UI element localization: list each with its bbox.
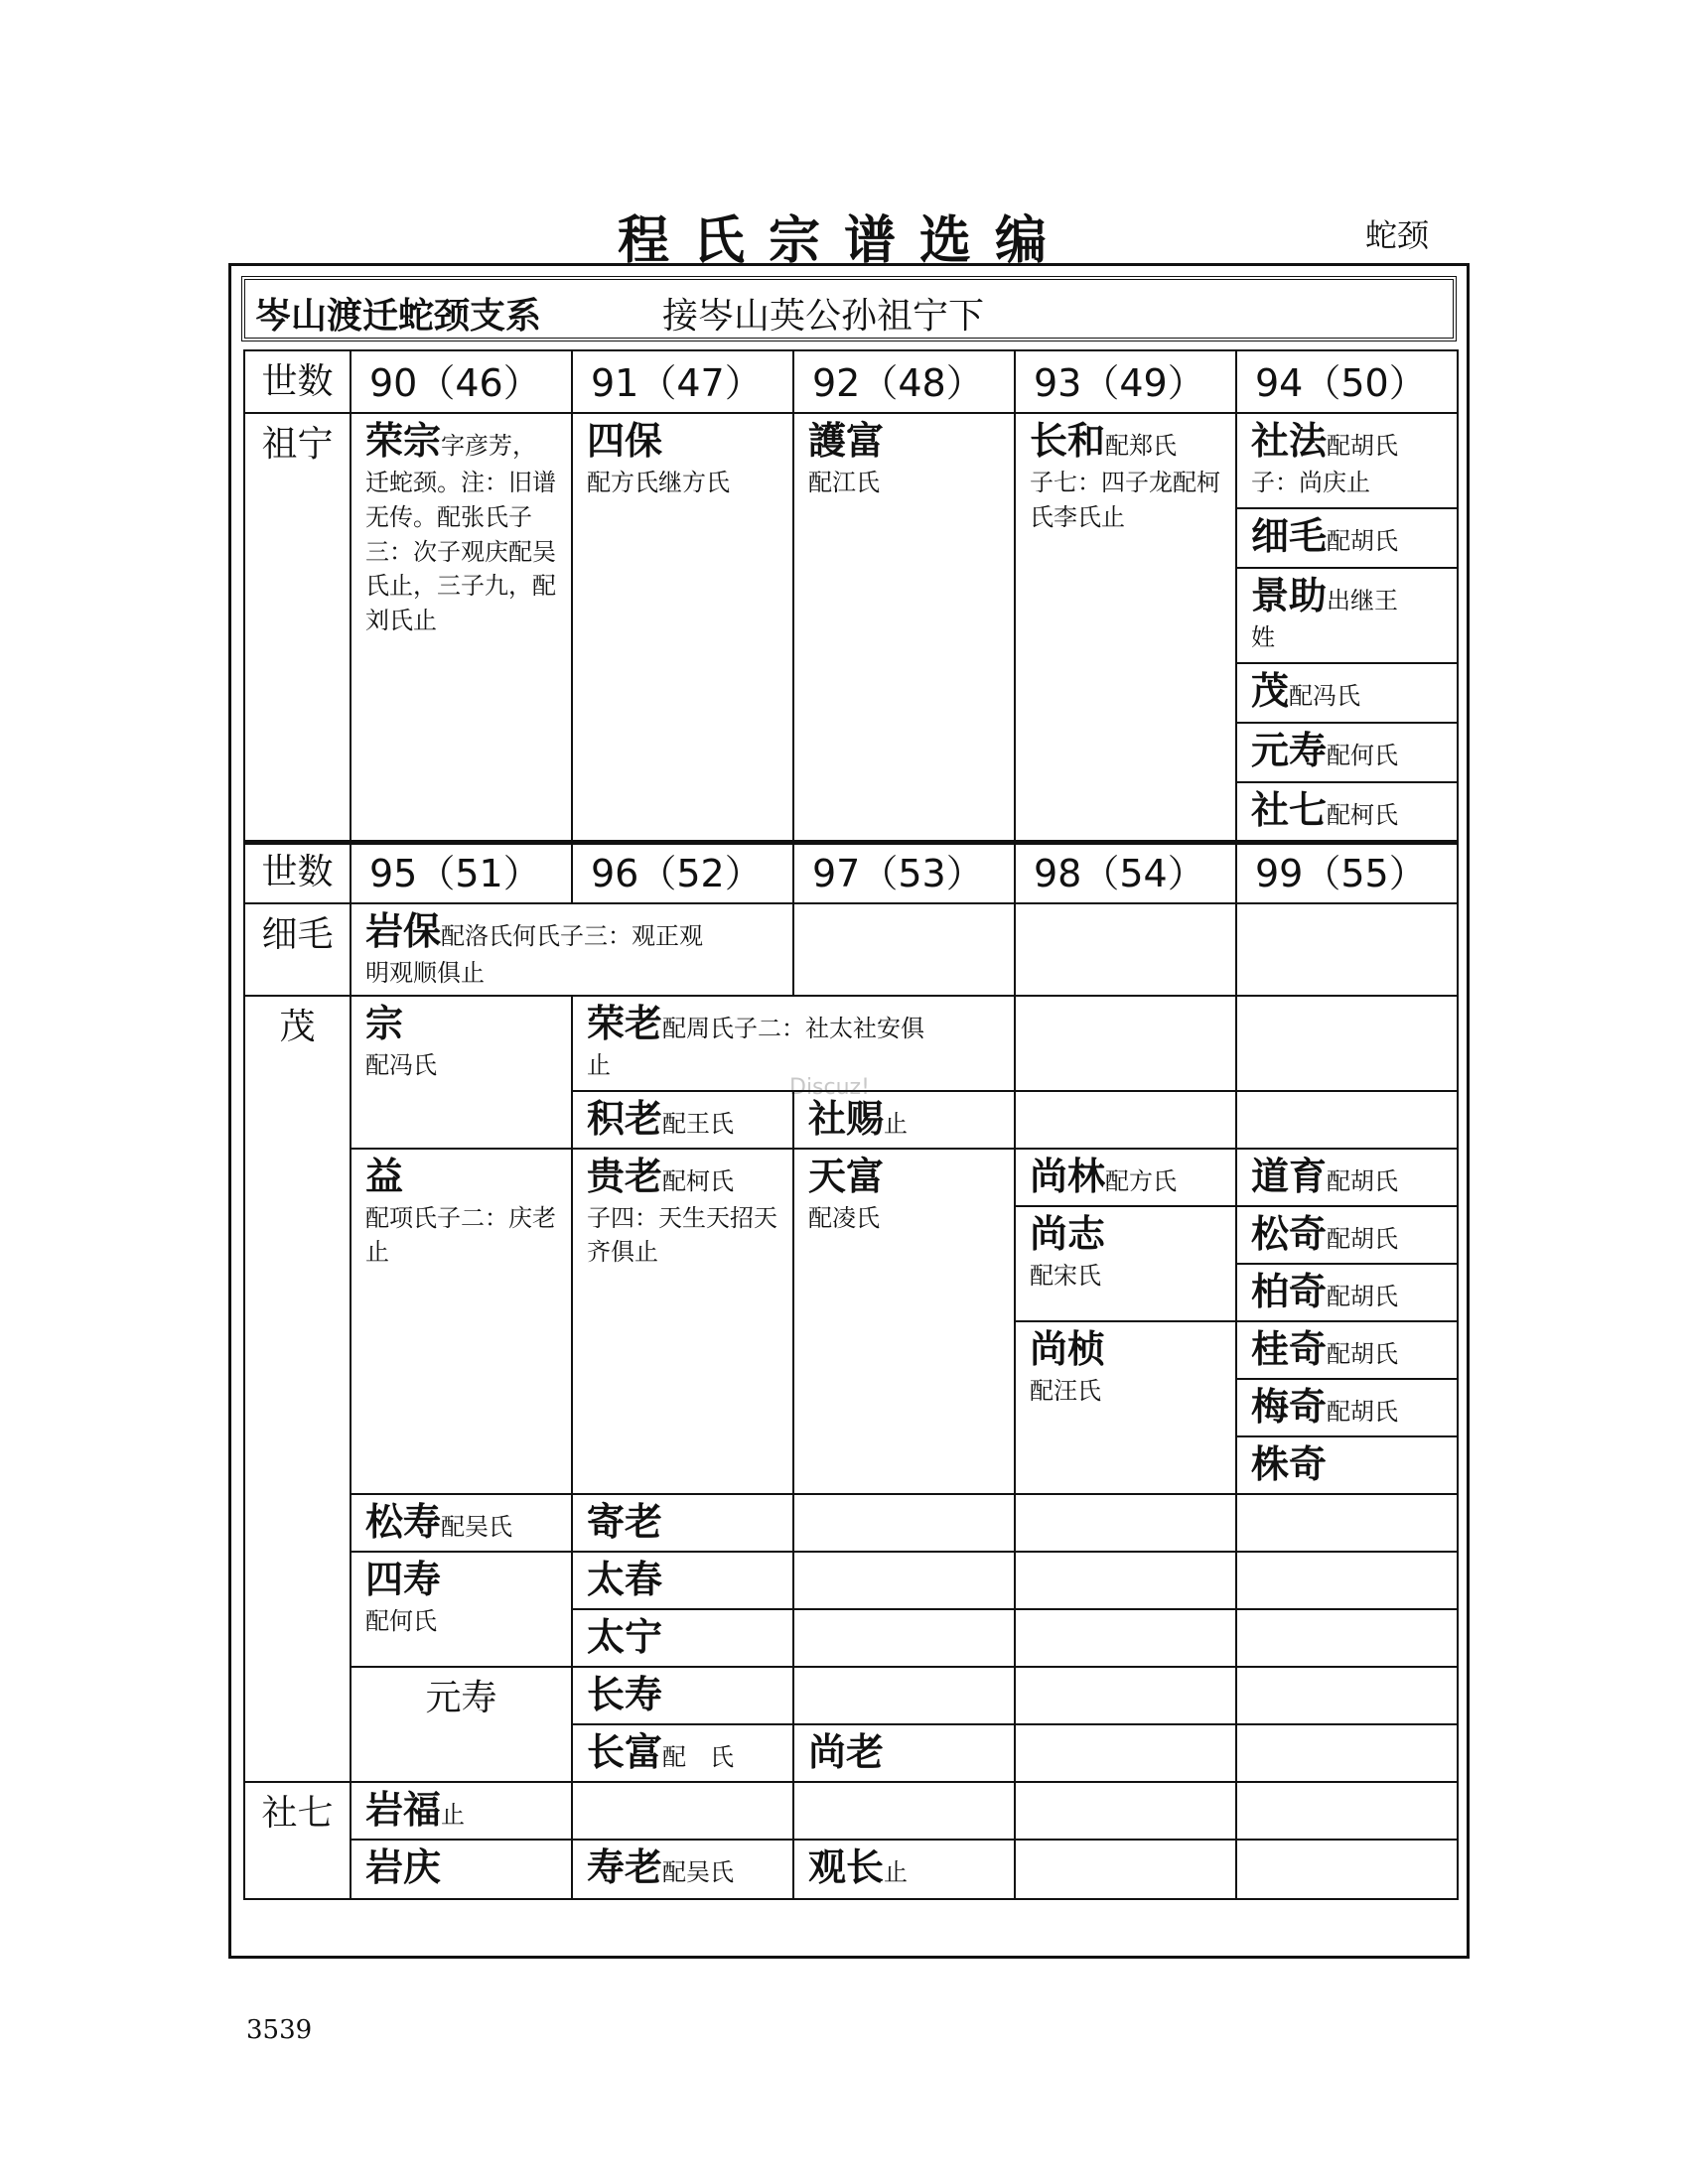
empty-cell xyxy=(1015,996,1236,1091)
empty-cell xyxy=(793,1552,1015,1609)
person-note: 止 xyxy=(441,1800,466,1829)
person-cell xyxy=(1015,1149,1236,1206)
person-name: 长寿 xyxy=(587,1672,663,1716)
person-cell xyxy=(1015,1206,1236,1321)
person-name: 寿老 xyxy=(587,1844,663,1889)
generation-header: 96（52） xyxy=(572,841,793,903)
person-name: 太宁 xyxy=(587,1614,663,1659)
generation-header: 92（48） xyxy=(793,350,1015,413)
person-desc: 配汪氏 xyxy=(1030,1376,1101,1405)
empty-cell xyxy=(1236,1552,1458,1609)
ancestor-name: 祖宁 xyxy=(261,424,334,466)
person-cell xyxy=(1236,413,1458,508)
person-name: 元寿 xyxy=(1251,729,1328,773)
person-name: 宗 xyxy=(365,1001,404,1045)
empty-cell xyxy=(1236,1724,1458,1782)
person-desc: 配何氏 xyxy=(365,1606,437,1635)
empty-cell xyxy=(1236,1609,1458,1667)
person-desc: 止 xyxy=(587,1050,611,1079)
empty-cell xyxy=(1015,1609,1236,1667)
person-name: 荣宗 xyxy=(365,419,442,464)
person-cell xyxy=(351,1840,572,1899)
generation-header: 91（47） xyxy=(572,350,793,413)
person-name: 護富 xyxy=(808,419,885,464)
person-name: 尚林 xyxy=(1030,1154,1106,1198)
generation-label: 世数 xyxy=(244,350,351,413)
person-name: 荣老 xyxy=(587,1001,663,1045)
person-name: 松奇 xyxy=(1251,1211,1328,1256)
person-name: 长富 xyxy=(587,1729,663,1774)
person-name: 观长 xyxy=(808,1844,885,1889)
person-cell xyxy=(351,1494,572,1552)
parent-cell xyxy=(244,1782,351,1899)
person-name: 岩保 xyxy=(365,909,442,954)
person-name: 柏奇 xyxy=(1251,1269,1328,1313)
person-note: 配洛氏何氏子三：观正观 xyxy=(441,922,704,951)
empty-cell xyxy=(1236,1782,1458,1840)
generation-label: 世数 xyxy=(244,841,351,903)
person-name: 岩福 xyxy=(365,1787,442,1832)
person-note: 配周氏子二：社太社安俱 xyxy=(662,1014,925,1042)
person-name: 天富 xyxy=(808,1154,885,1198)
person-cell xyxy=(572,1494,793,1552)
person-cell xyxy=(1236,508,1458,568)
person-name: 积老 xyxy=(587,1096,663,1141)
person-note: 配柯氏 xyxy=(1327,801,1399,830)
person-desc: 子：尚庆止 xyxy=(1251,469,1370,497)
person-note: 配方氏 xyxy=(1105,1166,1178,1195)
empty-cell xyxy=(1236,903,1458,995)
person-name: 寄老 xyxy=(587,1499,663,1544)
person-cell xyxy=(1236,782,1458,843)
page-title: 程氏宗谱选编 xyxy=(617,210,1070,271)
generation-table-2 xyxy=(243,840,1459,1900)
person-cell xyxy=(351,903,793,995)
empty-cell xyxy=(1236,1091,1458,1149)
generation-header: 99（55） xyxy=(1236,841,1458,903)
person-cell xyxy=(572,1667,793,1724)
person-cell xyxy=(1236,1149,1458,1206)
person-desc: 配凌氏 xyxy=(808,1203,880,1232)
parent-cell xyxy=(351,1667,572,1782)
person-desc: 配项氏子二：庆老止 xyxy=(365,1203,556,1267)
person-desc: 配江氏 xyxy=(808,469,880,497)
person-cell xyxy=(572,1724,793,1782)
person-note: 配郑氏 xyxy=(1105,432,1178,461)
parent-cell xyxy=(244,996,351,1782)
branch-label: 蛇颈 xyxy=(1365,216,1430,254)
person-cell xyxy=(1015,413,1236,843)
person-desc: 子四：天生天招天齐俱止 xyxy=(587,1203,777,1267)
empty-cell xyxy=(1015,1667,1236,1724)
person-cell xyxy=(351,1782,572,1840)
person-name: 太春 xyxy=(587,1557,663,1601)
branch-header xyxy=(241,276,1457,341)
person-cell xyxy=(1236,723,1458,782)
person-cell xyxy=(793,1724,1015,1782)
person-note: 配胡氏 xyxy=(1327,1166,1399,1195)
empty-cell xyxy=(1015,1782,1236,1840)
empty-cell xyxy=(1236,1667,1458,1724)
person-name: 社赐 xyxy=(808,1096,885,1141)
generation-header: 94（50） xyxy=(1236,350,1458,413)
person-note: 配胡氏 xyxy=(1327,1282,1399,1310)
empty-cell xyxy=(1015,1724,1236,1782)
person-cell xyxy=(351,413,572,843)
generation-header: 93（49） xyxy=(1015,350,1236,413)
branch-origin: 接岑山英公孙祖宁下 xyxy=(662,296,985,337)
person-name: 尚桢 xyxy=(1030,1326,1106,1371)
person-cell xyxy=(572,1552,793,1609)
person-name: 尚志 xyxy=(1030,1211,1106,1256)
person-desc: 姓 xyxy=(1251,623,1275,652)
person-name: 松寿 xyxy=(365,1499,442,1544)
parent-cell xyxy=(244,903,351,995)
ancestor-cell xyxy=(244,413,351,843)
person-note: 配柯氏 xyxy=(662,1166,735,1195)
person-name: 株奇 xyxy=(1251,1441,1328,1486)
empty-cell xyxy=(1236,1840,1458,1899)
person-cell xyxy=(1236,1206,1458,1264)
person-cell xyxy=(351,996,572,1149)
person-cell xyxy=(1236,1436,1458,1494)
empty-cell xyxy=(1236,1494,1458,1552)
generation-header: 97（53） xyxy=(793,841,1015,903)
person-desc: 配宋氏 xyxy=(1030,1261,1101,1290)
person-name: 桂奇 xyxy=(1251,1326,1328,1371)
person-name: 细毛 xyxy=(1251,514,1328,559)
person-cell xyxy=(793,1840,1015,1899)
parent-name: 元寿 xyxy=(425,1677,497,1718)
person-name: 道育 xyxy=(1251,1154,1328,1198)
person-name: 社七 xyxy=(1251,788,1328,833)
person-note: 配胡氏 xyxy=(1327,1224,1399,1253)
person-note: 配胡氏 xyxy=(1327,527,1399,556)
parent-name: 细毛 xyxy=(261,914,334,956)
person-cell xyxy=(1236,1379,1458,1436)
person-cell xyxy=(351,1552,572,1667)
person-name: 景助 xyxy=(1251,574,1328,618)
person-cell xyxy=(1236,1264,1458,1321)
empty-cell xyxy=(1015,1494,1236,1552)
person-cell xyxy=(351,1149,572,1494)
person-cell xyxy=(572,1091,793,1149)
person-desc: 明观顺俱止 xyxy=(365,959,485,988)
person-name: 益 xyxy=(365,1154,404,1198)
generation-table-1 xyxy=(243,349,1459,845)
empty-cell xyxy=(793,1782,1015,1840)
empty-cell xyxy=(793,1609,1015,1667)
person-desc: 迁蛇颈。注：旧谱无传。配张氏子三：次子观庆配吴氏止，三子九，配刘氏止 xyxy=(365,469,556,635)
person-note: 字彦芳， xyxy=(441,432,537,461)
person-note: 配 氏 xyxy=(662,1742,735,1771)
person-name: 四保 xyxy=(587,419,663,464)
empty-cell xyxy=(793,1667,1015,1724)
person-note: 止 xyxy=(884,1857,909,1886)
person-cell xyxy=(1015,1321,1236,1494)
person-cell xyxy=(1236,568,1458,663)
watermark: Discuz! xyxy=(789,1075,870,1100)
person-note: 配胡氏 xyxy=(1327,1397,1399,1426)
person-desc: 配冯氏 xyxy=(365,1050,437,1079)
empty-cell xyxy=(1015,1091,1236,1149)
person-name: 四寿 xyxy=(365,1557,442,1601)
person-name: 贵老 xyxy=(587,1154,663,1198)
generation-header: 90（46） xyxy=(351,350,572,413)
empty-cell xyxy=(793,903,1015,995)
person-name: 梅奇 xyxy=(1251,1384,1328,1429)
person-name: 茂 xyxy=(1251,669,1290,714)
empty-cell xyxy=(1015,903,1236,995)
person-cell xyxy=(572,1149,793,1494)
person-note: 配吴氏 xyxy=(441,1512,513,1541)
person-note: 配胡氏 xyxy=(1327,1339,1399,1368)
generation-header: 98（54） xyxy=(1015,841,1236,903)
person-name: 长和 xyxy=(1030,419,1106,464)
person-note: 配吴氏 xyxy=(662,1857,735,1886)
person-cell xyxy=(793,1091,1015,1149)
genealogy-frame xyxy=(228,263,1470,1959)
person-name: 尚老 xyxy=(808,1729,885,1774)
person-cell xyxy=(1236,1321,1458,1379)
person-note: 配王氏 xyxy=(662,1109,735,1138)
person-note: 配何氏 xyxy=(1327,742,1399,770)
empty-cell xyxy=(1236,996,1458,1091)
person-desc: 子七：四子龙配柯氏李氏止 xyxy=(1030,469,1220,531)
empty-cell xyxy=(1015,1840,1236,1899)
branch-title: 岑山渡迁蛇颈支系 xyxy=(255,296,542,337)
empty-cell xyxy=(793,1494,1015,1552)
page-number: 3539 xyxy=(246,2015,313,2045)
person-name: 岩庆 xyxy=(365,1844,442,1889)
person-cell xyxy=(572,996,1015,1091)
parent-name: 社七 xyxy=(261,1792,334,1834)
person-cell xyxy=(572,1840,793,1899)
person-note: 配冯氏 xyxy=(1289,682,1361,711)
person-name: 社法 xyxy=(1251,419,1328,464)
empty-cell xyxy=(1015,1552,1236,1609)
person-cell xyxy=(572,413,793,843)
person-cell xyxy=(793,413,1015,843)
person-note: 出继王 xyxy=(1327,587,1399,615)
generation-header: 95（51） xyxy=(351,841,572,903)
empty-cell xyxy=(572,1782,793,1840)
person-desc: 配方氏继方氏 xyxy=(587,469,730,497)
person-cell xyxy=(1236,663,1458,723)
person-cell xyxy=(572,1609,793,1667)
parent-name: 茂 xyxy=(279,1006,316,1047)
person-note: 配胡氏 xyxy=(1327,432,1399,461)
person-note: 止 xyxy=(884,1109,909,1138)
person-cell xyxy=(793,1149,1015,1494)
